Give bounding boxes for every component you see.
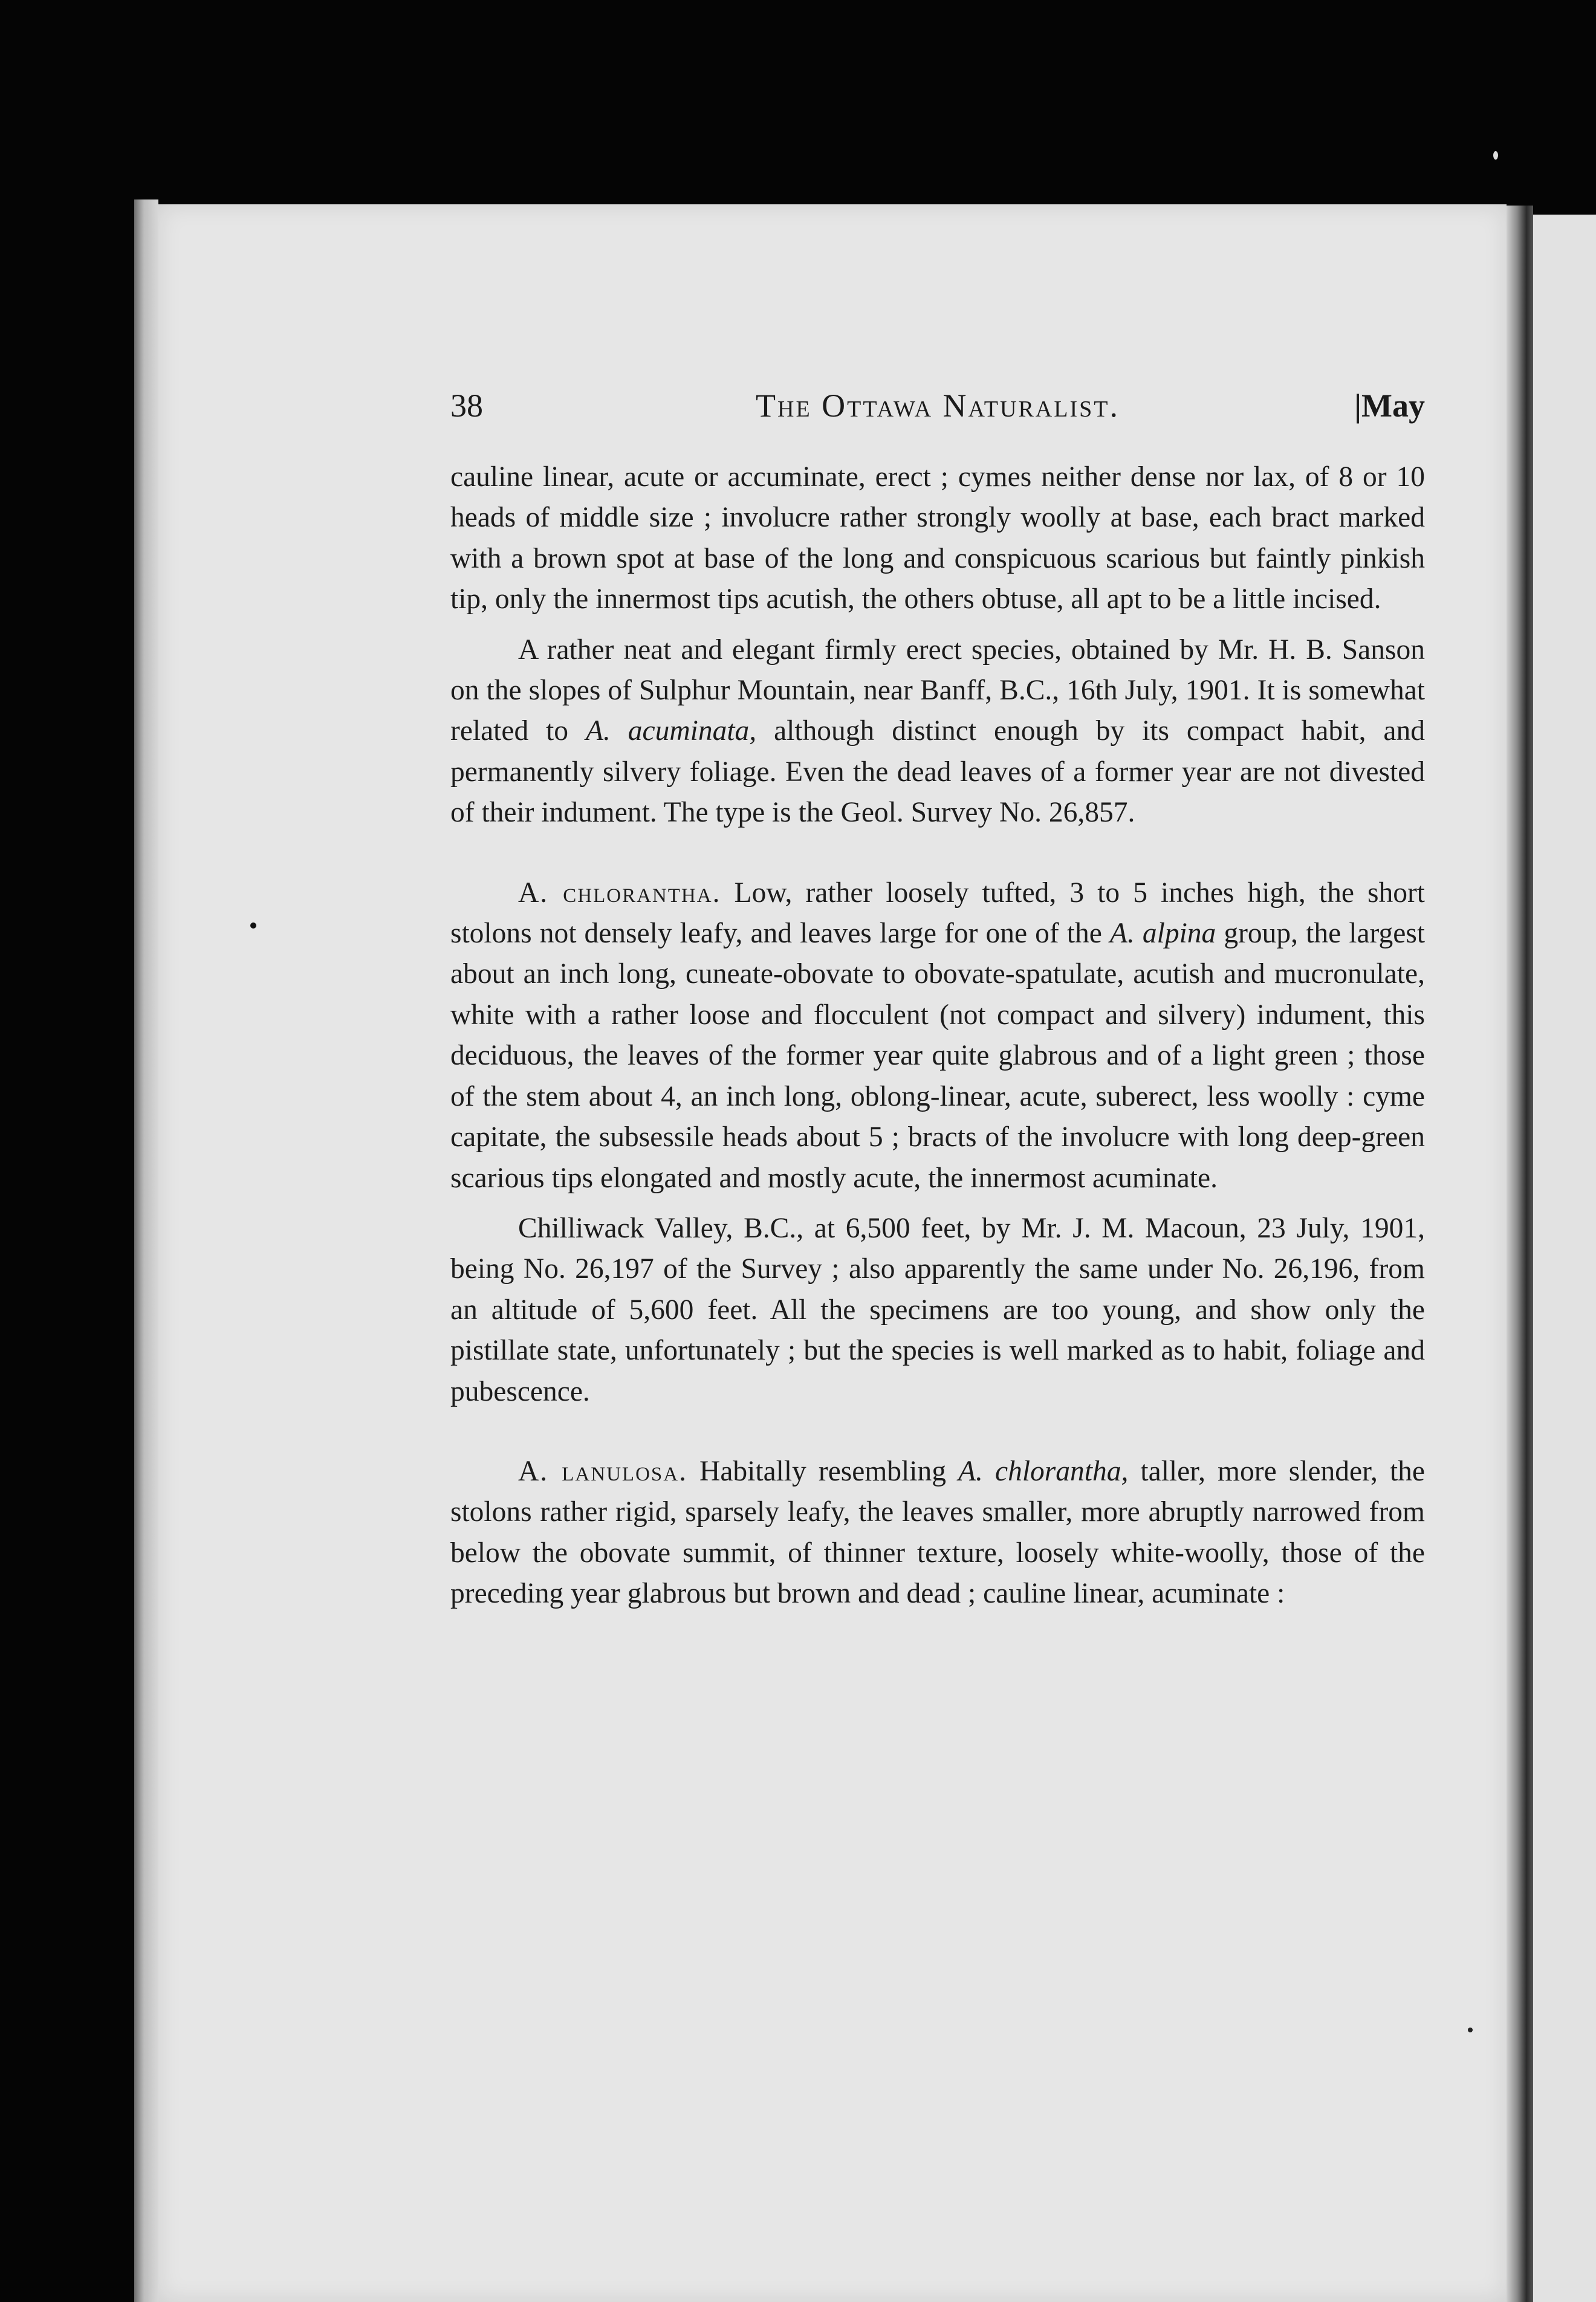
paragraph-description-end: cauline linear, acute or accuminate, erect ; cymes neither dense nor lax, of 8 or 10 heads of middle size ; involucre rather strongly woolly at base, each bract marked with a brown spot at base of the long and conspicuous scarious but faintly pinkish tip, only the innermost tips acutish, the others obtuse, all apt to be a little incised. [450,461,1425,615]
paragraph-locality-chilliwack: Chilliwack Valley, B.C., at 6,500 feet, by Mr. J. M. Macoun, 23 July, 1901, being No. 26,197 of the Survey ; also apparently the same under No. 26,196, from an altitude of 5,600 feet. All the specimens are too young, and show only the pistillate state, unfortunately ; but the species is well marked as to habit, foliage and pubescence. [450,1212,1425,1407]
species-reference: A. alpina [1109,918,1216,950]
page-edge-left [134,199,158,2302]
paragraph-species-chlorantha: A. chlorantha. Low, rather loosely tufted, 3 to 5 inches high, the short stolons not densely leafy, and leaves large for one of the A. alpina group, the largest about an inch long, cuneate-obovate to obovate-spatulate, acutish and mucronulate, white with a rather loose and flocculent (not compact and silvery) indument, this deciduous, the leaves of the former year quite glabrous and of a light green ; those of the stem about 4, an inch long, oblong-linear, acute, suberect, less woolly : cyme capitate, the subsessile heads about 5 ; bracts of the involucre with long deep-green scarious tips elongated and mostly acute, the innermost acuminate. [450,877,1425,1194]
species-name: A. lanulosa. [518,1455,687,1487]
page-header [450,387,1425,435]
species-reference: A. acuminata, [585,715,757,747]
paragraph-locality-note: A rather neat and elegant firmly erect species, obtained by Mr. H. B. Sanson on the slopes of Sulphur Mountain, near Banff, B.C., 16th July, 1901. It is somewhat related to A. acuminata, although distinct enough by its compact habit, and permanently silvery foliage. Even the dead leaves of a former year are not divested of their indument. The type is the Geol. Survey No. 26,857. [450,634,1425,829]
dust-speck [250,922,256,929]
dust-speck [1468,2028,1473,2032]
facing-page-edge [1533,215,1596,2302]
running-title: The Ottawa Naturalist. [756,387,1120,424]
species-name: A. chlorantha. [518,877,721,909]
issue-month: |May [1354,387,1425,424]
dust-speck [1493,151,1498,160]
species-reference: A. chlorantha, [958,1455,1129,1487]
body-text [450,457,1425,1615]
book-gutter [1507,206,1533,2302]
paragraph-species-lanulosa: A. lanulosa. Habitally resembling A. chlorantha, taller, more slender, the stolons rather rigid, sparsely leafy, the leaves smaller, more abruptly narrowed from below the obovate summit, of thinner texture, loosely white-woolly, those of the preceding year glabrous but brown and dead ; cauline linear, acuminate : [450,1455,1425,1610]
page-number: 38 [450,387,483,424]
